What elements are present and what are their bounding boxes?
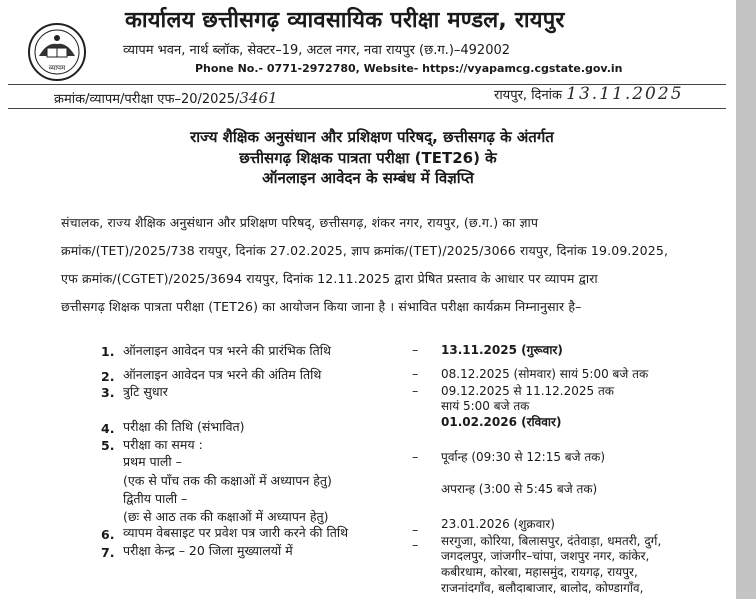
first-shift-note: (एक से पाँच तक की कक्षाओं में अध्यापन हेतु) [123, 473, 332, 488]
item-label-exam-centres: परीक्षा केन्द्र – 20 जिला मुख्यालयों में [123, 543, 293, 558]
notice-heading-line-2: छत्तीसगढ़ शिक्षक पात्रता परीक्षा (TET26) के [239, 149, 497, 167]
office-contact: Phone No.- 0771-2972780, Website- https://vyapamcg.cgstate.gov.in [195, 62, 623, 75]
item-number-6: 6. [101, 527, 115, 542]
second-shift-note: (छः से आठ तक की कक्षाओं में अध्यापन हेतु) [123, 509, 329, 524]
reference-number-line [54, 89, 278, 107]
paragraph-line-4: छत्तीसगढ़ शिक्षक पात्रता परीक्षा (TET26) का आयोजन किया जाना है । संभावित परीक्षा कार्यक्रम निम्नानुसार है– [61, 299, 582, 314]
exam-centres-line-4: राजनांदगाँव, बलौदाबाजार, बालोद, कोण्डागाँव, [441, 581, 644, 595]
reference-prefix: क्रमांक/व्यापम/परीक्षा एफ–20/2025/ [54, 92, 240, 107]
second-shift-label: द्वितीय पाली – [123, 491, 188, 506]
item-number-4: 4. [101, 421, 115, 436]
item-label-admit-card: व्यापम वेबसाइट पर प्रवेश पत्र जारी करने की तिथि [123, 525, 349, 540]
item-dash-6: – [412, 522, 419, 537]
reference-divider [8, 108, 726, 109]
exam-centres-line-2: जगदलपुर, जांजगीर–चांपा, जशपुर नगर, कांकेर, [441, 549, 650, 563]
second-shift-time: अपरान्ह (3:00 से 5:45 बजे तक) [441, 482, 598, 496]
paragraph-line-2: क्रमांक/(TET)/2025/738 रायपुर, दिनांक 27.02.2025, ज्ञाप क्रमांक/(TET)/2025/3066 रायपुर, दिनांक 19.09.2025, [61, 243, 669, 258]
handwritten-date: 13.11.2025 [566, 84, 684, 104]
first-shift-time: पूर्वान्ह (09:30 से 12:15 बजे तक) [441, 450, 606, 464]
item-label-exam-date: परीक्षा की तिथि (संभावित) [123, 419, 245, 434]
logo-text: व्यापम [48, 64, 66, 72]
item-dash-3: – [412, 383, 419, 398]
item-label-application-start: ऑनलाइन आवेदन पत्र भरने की प्रारंभिक तिथि [123, 343, 332, 358]
item-number-7: 7. [101, 545, 115, 560]
item-number-5: 5. [101, 438, 115, 453]
notice-heading-line-3: ऑनलाइन आवेदन के सम्बंध में विज्ञप्ति [262, 169, 474, 187]
item-number-3: 3. [101, 385, 115, 400]
paragraph-line-1: संचालक, राज्य शैक्षिक अनुसंधान और प्रशिक्षण परिषद्, छत्तीसगढ़, शंकर नगर, रायपुर, (छ.ग.) का ज्ञाप [61, 215, 539, 230]
item-value-error-correction-time: सायं 5:00 बजे तक [441, 399, 530, 413]
item-label-application-end: ऑनलाइन आवेदन पत्र भरने की अंतिम तिथि [123, 367, 322, 382]
office-address: व्यापम भवन, नार्थ ब्लॉक, सेक्टर–19, अटल नगर, नवा रायपुर (छ.ग.)–492002 [123, 43, 511, 58]
item-value-exam-date: 01.02.2026 (रविवार) [441, 415, 562, 429]
item-value-application-end: 08.12.2025 (सोमवार) सायं 5:00 बजे तक [441, 367, 649, 381]
item-dash-7: – [412, 537, 419, 552]
paragraph-line-3: एफ क्रमांक/(CGTET)/2025/3694 रायपुर, दिनांक 12.11.2025 द्वारा प्रेषित प्रस्ताव के आधार पर व्यापम द्वारा [61, 271, 598, 286]
first-shift-label: प्रथम पाली – [123, 454, 182, 469]
exam-centres-line-3: कबीरधाम, कोरबा, महासमुंद, रायगढ़, रायपुर, [441, 565, 638, 579]
item-label-exam-time: परीक्षा का समय : [123, 437, 203, 452]
item-label-error-correction: त्रुटि सुधार [123, 384, 168, 399]
exam-centres-line-1: सरगुजा, कोरिया, बिलासपुर, दंतेवाड़ा, धमतरी, दुर्ग, [441, 534, 662, 548]
item-dash-2: – [412, 366, 419, 381]
handwritten-reference-number: 3461 [239, 89, 278, 107]
viewer-gutter [736, 0, 756, 599]
date-line [494, 84, 684, 104]
item-number-1: 1. [101, 344, 115, 359]
item-dash-1: – [412, 342, 419, 357]
date-prefix: रायपुर, दिनांक [494, 88, 563, 103]
item-dash-5: – [412, 449, 419, 464]
item-number-2: 2. [101, 369, 115, 384]
notice-heading-line-1: राज्य शैक्षिक अनुसंधान और प्रशिक्षण परिषद्, छत्तीसगढ़ के अंतर्गत [190, 128, 554, 146]
office-title: कार्यालय छत्तीसगढ़ व्यावसायिक परीक्षा मण्डल, रायपुर [125, 8, 565, 33]
item-value-application-start: 13.11.2025 (गुरूवार) [441, 343, 563, 357]
vyapam-emblem-logo [27, 22, 87, 82]
item-value-admit-card: 23.01.2026 (शुक्रवार) [441, 517, 555, 531]
item-value-error-correction: 09.12.2025 से 11.12.2025 तक [441, 384, 615, 398]
